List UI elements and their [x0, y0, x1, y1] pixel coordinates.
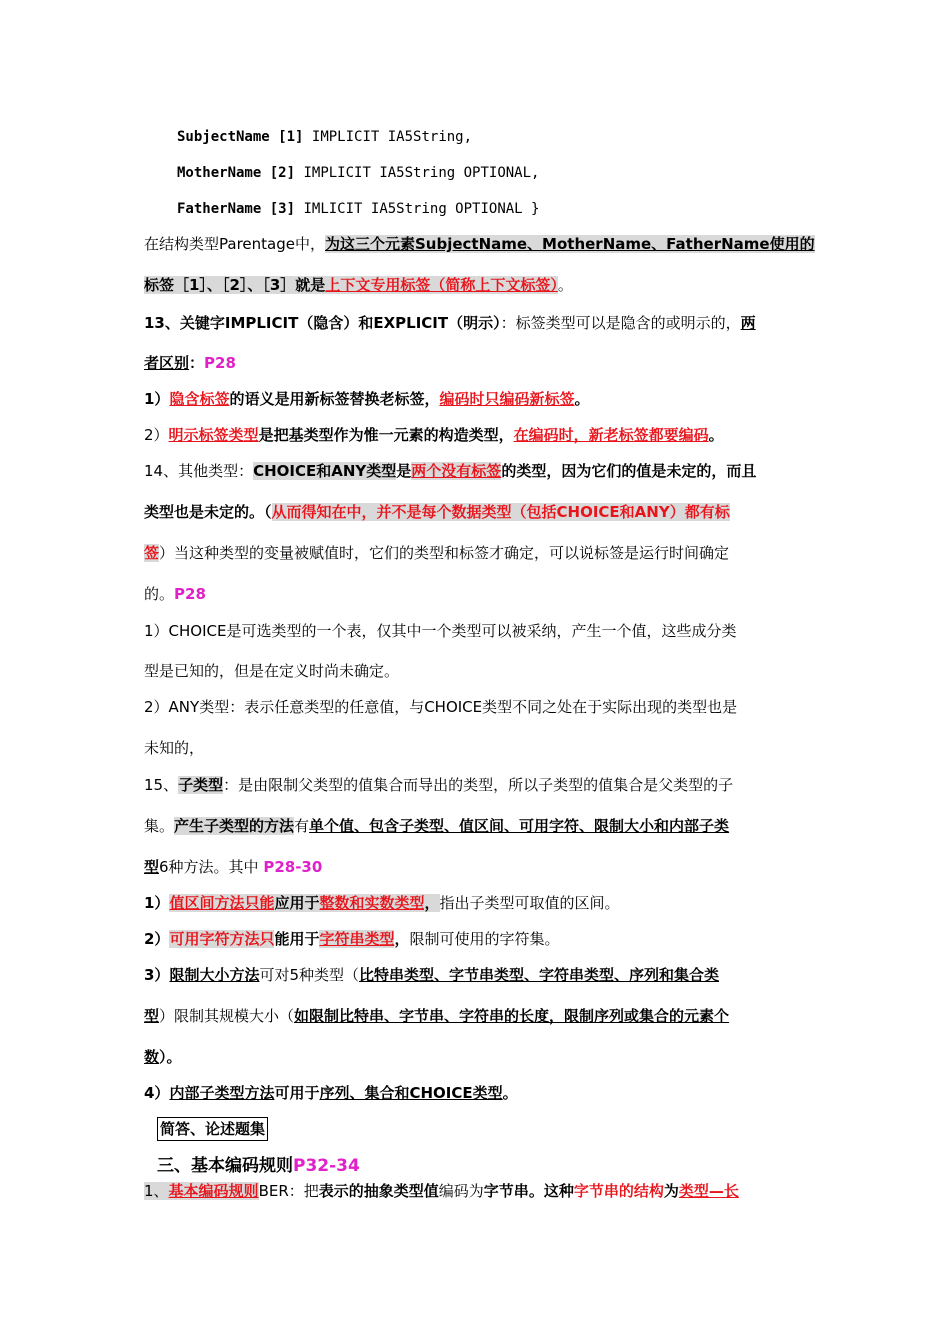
tag-number: [2]	[269, 165, 296, 181]
item-heading: 14、其他类型：	[144, 462, 254, 480]
underlined-text: 内部子类型方法	[169, 1084, 275, 1102]
field-name: FatherName	[177, 201, 262, 217]
text: 是把基类型作为惟一元素的构造类型，	[258, 426, 514, 444]
item-heading: 13、关键字IMPLICIT（隐含）和EXPLICIT（明示）	[144, 314, 501, 332]
item-15-line1	[144, 774, 808, 796]
text: 可对5种类型（	[259, 966, 359, 984]
number: 1）	[144, 390, 170, 408]
item-14-point2-line2	[144, 737, 808, 759]
red-emphasis: 在编码时，新老标签都要编码	[513, 426, 709, 444]
text: 。	[502, 1084, 518, 1102]
text: ）当这种类型的变量被赋值时，它们的类型和标签才确定，可以说标签是运行时间确定	[159, 544, 730, 562]
page-reference: P32-34	[293, 1156, 360, 1176]
text: ：	[189, 354, 205, 372]
paragraph-context-tags-line2	[144, 274, 808, 296]
highlighted-text: 应用于	[274, 894, 320, 912]
highlighted-text: ，	[424, 894, 440, 912]
underlined-text: 者区别	[144, 354, 190, 372]
field-name: MotherName	[177, 165, 262, 181]
text: ：标签类型可以是隐含的或明示的，	[500, 314, 741, 332]
underlined-text: 限制大小方法	[169, 966, 260, 984]
text: 未知的，	[144, 739, 205, 757]
text: ：是由限制父类型的值集合而导出的类型，所以子类型的值集合是父类型的子	[223, 776, 734, 794]
item-14-point1-line1	[144, 620, 808, 642]
underlined-text: 型	[144, 858, 160, 876]
item-15-point1	[144, 892, 808, 914]
text: ，	[394, 930, 410, 948]
field-type: IMPLICIT IA5String,	[311, 129, 473, 145]
code-line-mothername	[177, 162, 808, 184]
item-14-line4	[144, 583, 808, 605]
text: 型是已知的，但是在定义时尚未确定。	[144, 662, 400, 680]
red-emphasis: 类型—长	[678, 1182, 739, 1200]
text: 能用于	[274, 930, 320, 948]
text: 为	[663, 1182, 679, 1200]
paragraph-context-tags-line1	[144, 233, 815, 255]
item-15-point2	[144, 928, 808, 950]
heading-text: 三、基本编码规则	[157, 1156, 293, 1176]
text: 集。	[144, 817, 175, 835]
field-type: IMLICIT IA5String OPTIONAL }	[303, 201, 540, 217]
item-14-line2	[144, 501, 808, 523]
red-emphasis: 编码时只编码新标签	[439, 390, 575, 408]
item-13-point2	[144, 424, 808, 446]
field-type: IMPLICIT IA5String OPTIONAL,	[303, 165, 540, 181]
item-14-point1-line2	[144, 660, 808, 682]
text: 指出子类型可取值的区间。	[439, 894, 620, 912]
underlined-text: 数	[144, 1048, 160, 1066]
underlined-text: 比特串类型、字节串类型、字符串类型、序列和集合类	[359, 966, 720, 984]
red-emphasis: 两个没有标签	[411, 462, 502, 480]
highlighted-text: CHOICE和ANY类型	[253, 462, 397, 480]
text: ）。	[159, 1048, 182, 1066]
text: 类型也是未定的。	[144, 503, 265, 521]
text: （	[264, 503, 272, 521]
red-emphasis: 隐含标签	[169, 390, 230, 408]
text: 是	[396, 462, 412, 480]
red-emphasis: 可用字符方法只	[169, 930, 275, 948]
red-emphasis: 明示标签类型	[168, 426, 259, 444]
highlighted-text: 子类型	[178, 776, 224, 794]
item-heading: 15、	[144, 776, 179, 794]
page-reference: P28	[204, 354, 236, 372]
text: 因为它们的值是未定的，而且	[561, 462, 757, 480]
red-emphasis: 基本编码规则	[168, 1182, 259, 1200]
underlined-text: 如限制比特串、字节串、字符串的长度，限制序列或集合的元素个	[294, 1007, 730, 1025]
text: 字节串	[483, 1182, 529, 1200]
item-15-line2	[144, 815, 808, 837]
item-15-point4	[144, 1082, 808, 1104]
number: 4）	[144, 1084, 170, 1102]
code-line-subjectname	[177, 126, 808, 148]
number: 2）	[144, 426, 169, 444]
text: 的类型，	[501, 462, 562, 480]
red-emphasis: 签	[144, 544, 160, 562]
tag-number: [1]	[278, 129, 304, 145]
number: 3）	[144, 966, 170, 984]
red-emphasis: 字节串的结构	[573, 1182, 664, 1200]
text: 可用于	[274, 1084, 320, 1102]
boxed-section-label: 简答、论述题集	[157, 1117, 268, 1141]
item-13-line2	[144, 352, 808, 374]
text: 有	[294, 817, 310, 835]
highlighted-text: 产生子类型的方法	[174, 817, 295, 835]
text: 1）CHOICE是可选类型的一个表，仅其中一个类型可以被采纳，产生一个值，这些成分类	[144, 622, 737, 640]
text: 。这种	[528, 1182, 574, 1200]
red-emphasis: 上下文专用标签（简称上下文标签）	[325, 276, 558, 294]
text: 编码为	[438, 1182, 484, 1200]
tag-number: [3]	[269, 201, 296, 217]
item-15-line3	[144, 856, 808, 878]
item-13-line1	[144, 312, 808, 334]
section-heading	[157, 1154, 360, 1178]
text: 6种方法。其中	[159, 858, 264, 876]
red-emphasis: 从而得知在中，并不是每个数据类型（包括CHOICE和ANY）都有标	[271, 503, 730, 521]
page-reference: P28-30	[263, 858, 323, 876]
text: 在结构类型Parentage中，	[144, 235, 325, 253]
highlighted-text: 标签［1］、［2］、［3］就是	[144, 276, 326, 294]
text: 。	[557, 276, 573, 294]
text: 限制可使用的字符集。	[409, 930, 560, 948]
item-13-point1	[144, 388, 808, 410]
section3-item1	[144, 1180, 808, 1202]
item-14-point2-line1	[144, 696, 808, 718]
red-emphasis: 字符串类型	[319, 930, 395, 948]
text: 的语义是用新标签替换老标签，	[229, 390, 440, 408]
field-name: SubjectName	[177, 129, 270, 145]
text: 。	[708, 426, 724, 444]
underlined-text: 序列、集合和CHOICE类型	[319, 1084, 503, 1102]
underlined-text: 单个值、包含子类型、值区间、可用字符、限制大小和内部子类	[309, 817, 730, 835]
text: 2）ANY类型：表示任意类型的任意值，与CHOICE类型不同之处在于实际出现的类型也是	[144, 698, 738, 716]
item-15-point3-line2	[144, 1005, 808, 1027]
item-15-point3-line1	[144, 964, 808, 986]
page-reference: P28	[174, 585, 206, 603]
text: ）限制其规模大小（	[159, 1007, 295, 1025]
number: 1、	[144, 1182, 169, 1200]
text: 。	[574, 390, 590, 408]
number: 2）	[144, 930, 170, 948]
number: 1）	[144, 894, 170, 912]
item-14-line3	[144, 542, 808, 564]
underlined-text: 两	[740, 314, 756, 332]
item-15-point3-line3	[144, 1046, 808, 1068]
red-emphasis: 值区间方法只能	[169, 894, 275, 912]
text: 的。	[144, 585, 175, 603]
text: 表示的抽象类型值	[318, 1182, 439, 1200]
item-14-line1	[144, 460, 808, 482]
highlighted-text: 为这三个元素SubjectName、MotherName、FatherName使用的	[324, 235, 815, 253]
red-emphasis: 整数和实数类型	[319, 894, 425, 912]
code-line-fathername	[177, 198, 808, 220]
text: BER：把	[258, 1182, 319, 1200]
underlined-text: 型	[144, 1007, 160, 1025]
